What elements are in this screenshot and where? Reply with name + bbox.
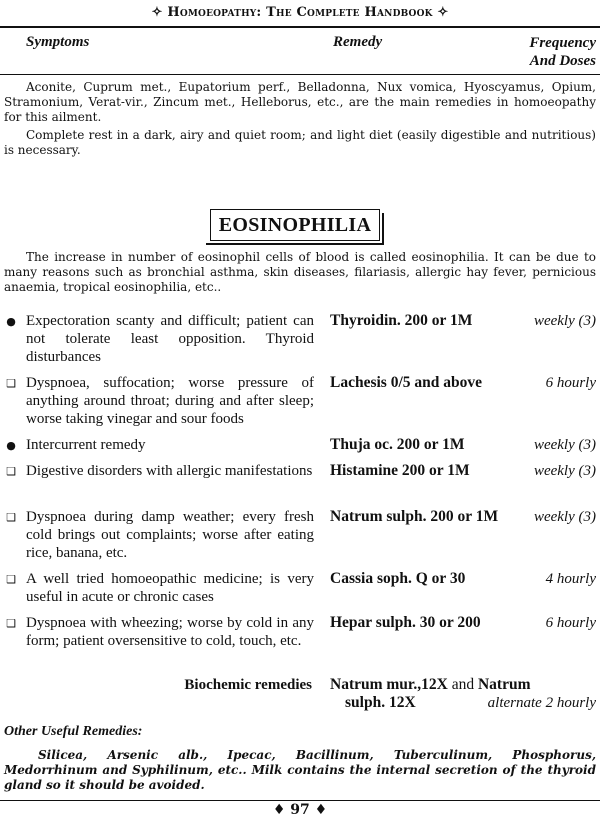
footer-ornament-right: ♦ [314, 802, 328, 818]
row-frequency: weekly (3) [533, 313, 596, 329]
bullet-box [4, 462, 18, 481]
footer-rule [0, 800, 600, 801]
intro-paragraph-2: Complete rest in a dark, airy and quiet room; and light diet (easily digestible and nutritious) is necessary. [4, 128, 596, 157]
bullet-box [4, 508, 18, 527]
row-remedy: Lachesis 0/5 and above [330, 374, 483, 391]
row-frequency: weekly (3) [533, 509, 596, 525]
row-remedy: Thyroidin. 200 or 1M [330, 312, 473, 329]
bullet-box [4, 374, 18, 393]
row-frequency: weekly (3) [533, 437, 596, 453]
biochemic-remedy-b2: sulph. 12X [345, 694, 416, 711]
biochemic-joiner: and [451, 676, 475, 693]
page-number: 97 [290, 802, 310, 818]
row-symptom: Digestive disorders with allergic manifestations [26, 463, 313, 479]
intro-paragraph-1: Aconite, Cuprum met., Eupatorium perf., Belladonna, Nux vomica, Hyoscyamus, Opium, Stramonium, Verat-vir., Zincum met., Helleborus, etc., are the main remedies in homoeopathy for this ailment. [4, 80, 596, 124]
running-head [0, 5, 600, 20]
row-remedy: Thuja oc. 200 or 1M [330, 436, 465, 453]
column-head-rule [0, 74, 600, 75]
column-head-symptoms: Symptoms [26, 34, 90, 50]
header-rule [0, 26, 600, 28]
ornament-right: ✧ [437, 5, 449, 20]
other-remedies-body: Silicea, Arsenic alb., Ipecac, Bacillinum, Tuberculinum, Phosphorus, Medorrhinum and Syphilinum, etc.. Milk contains the internal secretion of the thyroid gland so it should be avoided. [4, 748, 596, 792]
biochemic-remedy-b1: Natrum [477, 676, 531, 693]
row-remedy: Histamine 200 or 1M [330, 462, 470, 479]
biochemic-remedy-a: Natrum mur.,12X [330, 676, 448, 693]
book-title: Homoeopathy: The Complete Handbook [167, 5, 433, 20]
row-frequency: weekly (3) [533, 463, 596, 479]
column-head-frequency-line1: Frequency [529, 35, 596, 51]
ornament-left: ✧ [151, 5, 163, 20]
row-symptom: Expectoration scanty and difficult; patient can not tolerate least opposition. Thyroid disturbances [26, 313, 314, 365]
biochemic-line1 [330, 676, 531, 694]
biochemic-frequency: alternate 2 hourly [487, 695, 596, 711]
footer-ornament-left: ♦ [272, 802, 286, 818]
bullet-box [4, 614, 18, 633]
row-frequency: 6 hourly [545, 615, 596, 631]
row-remedy: Cassia soph. Q or 30 [330, 570, 466, 587]
biochemic-row [0, 676, 600, 716]
row-frequency: 6 hourly [545, 375, 596, 391]
column-head-frequency [529, 34, 596, 70]
bullet-dot [4, 312, 18, 331]
section-description: The increase in number of eosinophil cells of blood is called eosinophilia. It can be due to many reasons such as bronchial asthma, skin diseases, filariasis, allergic hay fever, pernicious anaemia, tropical eosinophilia, etc.. [4, 250, 596, 294]
row-symptom: Intercurrent remedy [26, 437, 146, 453]
row-symptom: Dyspnoea with wheezing; worse by cold in any form; patient oversensitive to cold, touch, etc. [26, 615, 314, 649]
row-remedy: Natrum sulph. 200 or 1M [330, 508, 499, 525]
row-symptom: Dyspnoea, suffocation; worse pressure of anything around throat; during and after sleep; worse taking vinegar and sour foods [26, 375, 314, 427]
row-symptom: A well tried homoeopathic medicine; is very useful in acute or chronic cases [26, 571, 314, 605]
section-title-box [210, 209, 380, 241]
row-symptom: Dyspnoea during damp weather; every fresh cold brings out complaints; worse after eating rice, banana, etc. [26, 509, 314, 561]
row-frequency: 4 hourly [545, 571, 596, 587]
bullet-box [4, 570, 18, 589]
biochemic-label: Biochemic remedies [184, 677, 312, 693]
column-head-remedy: Remedy [333, 34, 383, 50]
bullet-dot [4, 436, 18, 455]
column-head-frequency-line2: And Doses [529, 53, 596, 69]
other-remedies-heading: Other Useful Remedies: [4, 724, 143, 739]
page-footer [0, 802, 600, 818]
section-title: EOSINOPHILIA [218, 214, 372, 236]
row-remedy: Hepar sulph. 30 or 200 [330, 614, 481, 631]
